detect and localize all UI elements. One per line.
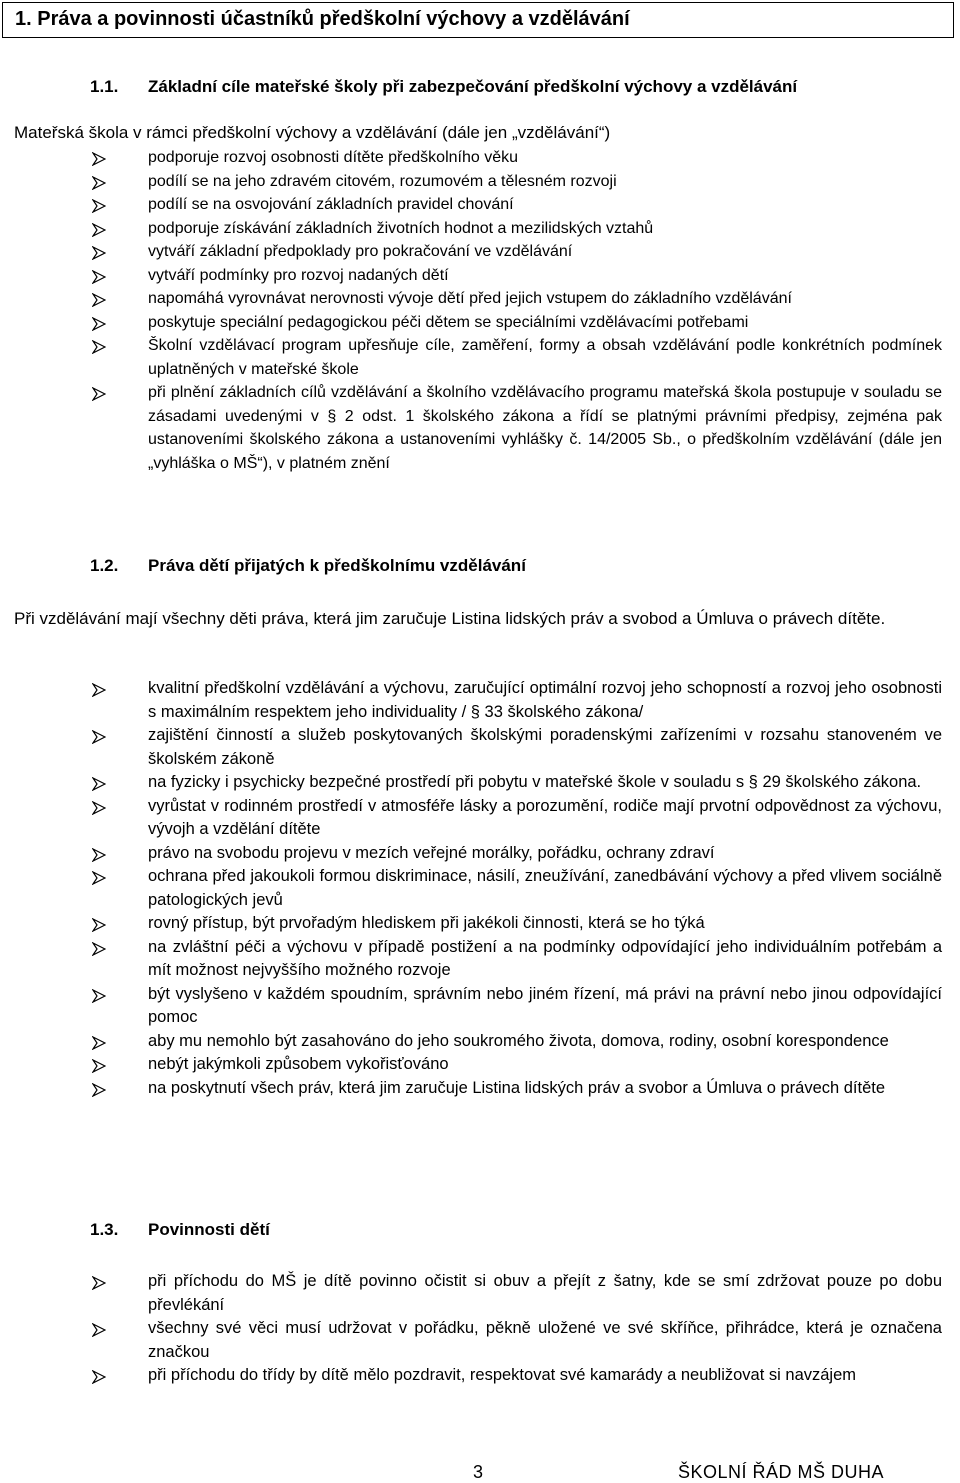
list-item-text: napomáhá vyrovnávat nerovnosti vývoje dětí před jejich vstupem do základního vzdělávání <box>148 290 792 307</box>
list-item <box>0 1270 960 1317</box>
arrowhead-bullet-icon <box>92 918 106 932</box>
footer-document-name: ŠKOLNÍ ŘÁD MŠ DUHA <box>678 1462 885 1482</box>
arrowhead-bullet-icon <box>92 848 106 862</box>
list-item <box>0 240 960 264</box>
list-item <box>0 217 960 241</box>
section-1-2-intro: Při vzdělávání mají všechny děti práva, která jim zaručuje Listina lidských práv a svobod a Úmluva o právech dítěte. <box>14 609 886 628</box>
arrowhead-bullet-icon <box>92 942 106 956</box>
arrowhead-bullet-icon <box>92 199 106 213</box>
list-item-text: vytváří základní předpoklady pro pokračování ve vzdělávání <box>148 243 573 260</box>
list-item-text: při příchodu do třídy by dítě mělo pozdravit, respektovat své kamarády a neubližovat si navzájem <box>148 1366 857 1384</box>
section-1-1-heading <box>90 77 797 97</box>
list-item-text: právo na svobodu projevu v mezích veřejné morálky, pořádku, ochrany zdraví <box>148 843 715 862</box>
section-1-3-duties-list <box>0 1270 960 1388</box>
section-number: 1.1. <box>90 77 119 96</box>
arrowhead-bullet-icon <box>92 777 106 791</box>
arrowhead-bullet-icon <box>92 989 106 1003</box>
list-item <box>0 1053 960 1077</box>
arrowhead-bullet-icon <box>92 1276 106 1290</box>
arrowhead-bullet-icon <box>92 340 106 354</box>
arrowhead-bullet-icon <box>92 1083 106 1097</box>
list-item <box>0 264 960 288</box>
list-item <box>0 287 960 311</box>
section-1-2-rights-list <box>0 677 960 1100</box>
list-item-text: poskytuje speciální pedagogickou péči dětem se speciálními vzdělávacími potřebami <box>148 313 749 331</box>
list-item <box>0 1364 960 1388</box>
arrowhead-bullet-icon <box>92 1059 106 1073</box>
list-item-text: podporuje získávání základních životních hodnot a mezilidských vztahů <box>148 219 654 237</box>
section-1-1-goals-list <box>0 146 960 475</box>
list-item <box>0 1030 960 1054</box>
list-item-text: rovný přístup, být prvořadým hlediskem při jakékoli činnosti, která se ho týká <box>148 914 705 932</box>
list-item-text: na zvláštní péči a výchovu v případě postižení a na podmínky odpovídající jeho individuálním potřebám a mít možnost nejvyššího možného rozvoje <box>148 937 942 979</box>
list-item-text: nebýt jakýmkoli způsobem vykořisťováno <box>148 1055 449 1073</box>
list-item <box>0 193 960 217</box>
chapter-heading: 1. Práva a povinnosti účastníků předškolní výchovy a vzdělávání <box>15 8 630 30</box>
section-number: 1.3. <box>90 1220 119 1239</box>
section-title: Základní cíle mateřské školy při zabezpečování předškolní výchovy a vzdělávání <box>148 77 798 96</box>
list-item <box>0 677 960 724</box>
section-number: 1.2. <box>90 556 119 575</box>
list-item <box>0 936 960 983</box>
list-item <box>0 170 960 194</box>
list-item <box>0 795 960 842</box>
list-item <box>0 311 960 335</box>
arrowhead-bullet-icon <box>92 1036 106 1050</box>
page-number: 3 <box>473 1462 484 1482</box>
list-item-text: podílí se na osvojování základních pravidel chování <box>148 196 514 213</box>
list-item-text: aby mu nemohlo být zasahováno do jeho soukromého života, domova, rodiny, osobní korespondence <box>148 1031 889 1050</box>
arrowhead-bullet-icon <box>92 801 106 815</box>
section-1-1-intro: Mateřská škola v rámci předškolní výchovy a vzdělávání (dále jen „vzdělávání“) <box>14 123 611 142</box>
arrowhead-bullet-icon <box>92 176 106 190</box>
arrowhead-bullet-icon <box>92 1323 106 1337</box>
list-item <box>0 1317 960 1364</box>
arrowhead-bullet-icon <box>92 683 106 697</box>
list-item <box>0 842 960 866</box>
list-item-text: kvalitní předškolní vzdělávání a výchovu, zaručující optimální rozvoj jeho schopností a rozvoj jeho osobnosti s maximálním respektem jeho individuality / § 33 školského zákona/ <box>148 679 942 721</box>
section-title: Povinnosti dětí <box>148 1220 270 1239</box>
arrowhead-bullet-icon <box>92 730 106 744</box>
list-item <box>0 1077 960 1101</box>
section-1-2-heading <box>90 556 526 576</box>
arrowhead-bullet-icon <box>92 317 106 331</box>
arrowhead-bullet-icon <box>92 1370 106 1384</box>
list-item-text: být vyslyšeno v každém spoudním, správním nebo jiném řízení, má právi na právní nebo jinou odpovídající pomoc <box>148 984 942 1026</box>
list-item-text: vyrůstat v rodinném prostředí v atmosféře lásky a porozumění, rodiče mají prvotní odpovědnost za výchovu, vývojh a vzdělání dítěte <box>148 796 942 838</box>
section-1-3-heading <box>90 1220 270 1240</box>
list-item-text: vytváří podmínky pro rozvoj nadaných dětí <box>148 266 449 284</box>
list-item-text: podílí se na jeho zdravém citovém, rozumovém a tělesném rozvoji <box>148 172 617 190</box>
section-title: Práva dětí přijatých k předškolnímu vzdělávání <box>148 556 526 575</box>
list-item-text: podporuje rozvoj osobnosti dítěte předškolního věku <box>148 149 519 166</box>
list-item <box>0 771 960 795</box>
list-item <box>0 724 960 771</box>
list-item <box>0 983 960 1030</box>
arrowhead-bullet-icon <box>92 152 106 166</box>
list-item-text: na fyzicky i psychicky bezpečné prostředí při pobytu v mateřské škole v souladu s § 29 školského zákona. <box>148 773 922 791</box>
list-item <box>0 865 960 912</box>
chapter-heading-box <box>2 2 954 38</box>
list-item <box>0 146 960 170</box>
list-item <box>0 334 960 381</box>
arrowhead-bullet-icon <box>92 246 106 260</box>
list-item-text: všechny své věci musí udržovat v pořádku, pěkně uložené ve své skříňce, přihrádce, která je označena značkou <box>148 1319 942 1361</box>
list-item-text: Školní vzdělávací program upřesňuje cíle, zaměření, formy a obsah vzdělávání podle konkrétních podmínek uplatněných v mateřské škole <box>148 337 942 378</box>
list-item-text: při plnění základních cílů vzdělávání a školního vzdělávacího programu mateřská škola postupuje v souladu se zásadami uvedenými v § 2 odst. 1 školského zákona a řídí se platnými právními předpisy, zejména pak ustanoveními školského zákona a ustanoveními vyhlášky č. 14/2005 Sb., o předškolním vzdělávání (dále jen „vyhláška o MŠ“), v platném znění <box>148 384 942 472</box>
arrowhead-bullet-icon <box>92 387 106 401</box>
list-item-text: při příchodu do MŠ je dítě povinno očistit si obuv a přejít z šatny, kde se smí zdržovat pouze po dobu převlékání <box>148 1272 942 1314</box>
list-item <box>0 912 960 936</box>
arrowhead-bullet-icon <box>92 223 106 237</box>
list-item-text: ochrana před jakoukoli formou diskriminace, násilí, zneužívání, zanedbávání výchovy a před vlivem sociálně patologických jevů <box>148 867 942 909</box>
list-item-text: zajištění činností a služeb poskytovaných školskými poradenskými zařízeními v rozsahu stanoveném ve školském zákoně <box>148 726 942 768</box>
arrowhead-bullet-icon <box>92 293 106 307</box>
arrowhead-bullet-icon <box>92 270 106 284</box>
list-item-text: na poskytnutí všech práv, která jim zaručuje Listina lidských práv a svobor a Úmluva o právech dítěte <box>148 1078 886 1097</box>
list-item <box>0 381 960 475</box>
arrowhead-bullet-icon <box>92 871 106 885</box>
